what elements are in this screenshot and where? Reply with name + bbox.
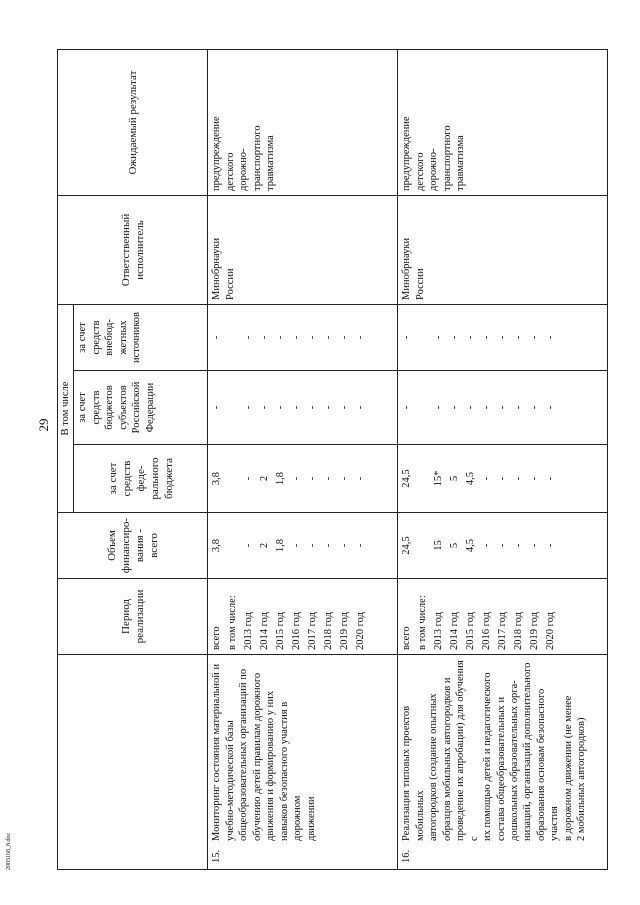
regional-value: - — [243, 405, 255, 410]
row-15-executor — [208, 196, 398, 305]
offbudget-value: - — [355, 335, 367, 340]
volume-value: - — [307, 543, 319, 548]
action-text-line: образования основам безопасного участия — [535, 688, 561, 841]
header-offbudget: за счет средств внебюд-жетных источников — [74, 305, 208, 371]
period-label: 2017 год — [497, 612, 509, 650]
regional-value — [226, 375, 242, 440]
table-row — [398, 50, 608, 870]
offbudget-value: - — [211, 335, 223, 340]
period-label: 2014 год — [449, 612, 461, 650]
rotated-sheet — [57, 50, 622, 870]
regional-value: - — [465, 405, 477, 410]
result-line: дорожно- — [238, 148, 250, 191]
federal-value — [416, 449, 432, 508]
period-label: 2013 год — [433, 612, 445, 650]
volume-value: - — [355, 543, 367, 548]
offbudget-value: - — [433, 335, 445, 340]
row-16-result — [398, 50, 608, 196]
action-text-line: учебно-методической базы — [224, 720, 236, 841]
federal-value: - — [355, 476, 367, 481]
regional-value: - — [307, 405, 319, 410]
regional-value: - — [323, 405, 335, 410]
regional-value: - — [339, 405, 351, 410]
period-label: 2018 год — [513, 612, 525, 650]
volume-value: - — [529, 543, 541, 548]
offbudget-value: - — [291, 335, 303, 340]
period-label: 2018 год — [323, 612, 335, 650]
federal-value — [226, 449, 242, 508]
offbudget-value: - — [529, 335, 541, 340]
federal-value: - — [307, 476, 319, 481]
regional-value: - — [545, 405, 557, 410]
offbudget-value: - — [339, 335, 351, 340]
executor-line: Минобрнауки — [211, 237, 223, 300]
row-16-federal — [398, 445, 608, 513]
offbudget-value: - — [243, 335, 255, 340]
header-volume: Объем финансиро-вания - всего — [58, 513, 208, 579]
action-text-line: состава общеобразовательных и — [495, 696, 507, 841]
period-label: в том числе: — [417, 595, 429, 650]
federal-value: 24,5 — [401, 469, 413, 488]
period-label: 2019 год — [529, 612, 541, 650]
offbudget-value: - — [497, 335, 509, 340]
financing-table — [57, 49, 608, 870]
federal-value: - — [529, 476, 541, 481]
offbudget-value: - — [465, 335, 477, 340]
offbudget-value: - — [513, 335, 525, 340]
period-label: 2019 год — [339, 612, 351, 650]
volume-value: 15 — [433, 540, 445, 551]
executor-line: России — [414, 268, 426, 300]
footer-document-code: 2003168_8.doc — [6, 832, 12, 870]
header-regional: за счет средств бюджетов субъектов Российской Федерации — [74, 371, 208, 445]
result-line: детского — [224, 152, 236, 191]
regional-value: - — [497, 405, 509, 410]
regional-value: - — [481, 405, 493, 410]
header-period: Период реализации — [58, 579, 208, 655]
volume-value: 2 — [259, 542, 271, 549]
result-line: предупреждение — [401, 116, 413, 191]
volume-value: - — [323, 543, 335, 548]
federal-value: - — [339, 476, 351, 481]
period-label: 2013 год — [243, 612, 255, 650]
federal-value: 15* — [433, 470, 445, 487]
regional-value: - — [259, 405, 271, 410]
regional-value: - — [513, 405, 525, 410]
action-text-line: 2 мобильных автогородков) — [576, 717, 588, 841]
action-text-line: навыков безопасного участия в дорожном — [278, 701, 304, 841]
volume-value: 4,5 — [465, 538, 477, 553]
header-executor: Ответственный исполнитель — [58, 196, 208, 305]
federal-value: - — [545, 476, 557, 481]
offbudget-value: - — [449, 335, 461, 340]
action-text-line: общеобразовательных организаций по — [238, 668, 250, 841]
regional-value: - — [355, 405, 367, 410]
period-label: 2020 год — [545, 612, 557, 650]
volume-value: - — [481, 543, 493, 548]
federal-value: - — [513, 476, 525, 481]
period-label: всего — [211, 626, 223, 650]
result-line: дорожно- — [428, 148, 440, 191]
federal-value: - — [291, 476, 303, 481]
action-text-line: обучению детей правилам дорожного — [251, 672, 263, 841]
volume-value: 5 — [449, 542, 461, 549]
regional-value: - — [433, 405, 445, 410]
federal-value: 3,8 — [211, 471, 223, 486]
offbudget-value: - — [275, 335, 287, 340]
period-label: 2015 год — [275, 612, 287, 650]
executor-line: России — [224, 268, 236, 300]
row-16-periods — [398, 579, 608, 655]
volume-value: 1,8 — [275, 538, 287, 553]
volume-value: 24,5 — [401, 536, 413, 555]
offbudget-value: - — [401, 335, 413, 340]
header-result: Ожидаемый результат — [58, 50, 208, 196]
row-16-action — [398, 655, 608, 870]
offbudget-value: - — [307, 335, 319, 340]
row-15-regional — [208, 371, 398, 445]
period-label: 2014 год — [259, 612, 271, 650]
offbudget-value — [226, 309, 242, 366]
offbudget-value: - — [481, 335, 493, 340]
volume-value: - — [545, 543, 557, 548]
period-label: всего — [401, 626, 413, 650]
period-label: 2020 год — [355, 612, 367, 650]
row-16-volume — [398, 513, 608, 579]
federal-value: - — [243, 476, 255, 481]
row-15-action — [208, 655, 398, 870]
federal-value: - — [323, 476, 335, 481]
regional-value: - — [291, 405, 303, 410]
action-text-line: движения и формированию у них — [265, 690, 277, 841]
federal-value: 2 — [259, 475, 271, 482]
result-line: детского — [414, 152, 426, 191]
row-16-regional — [398, 371, 608, 445]
action-text-line: в дорожном движении (не менее — [562, 695, 574, 841]
volume-value: - — [291, 543, 303, 548]
offbudget-value: - — [259, 335, 271, 340]
header-including: В том числе — [58, 305, 74, 513]
result-line: травматизма — [265, 135, 277, 191]
action-text-line: Мониторинг состояния материальной и — [211, 663, 223, 841]
action-text-line: низаций, организаций дополнительного — [522, 662, 534, 841]
row-number: 15. — [211, 849, 223, 863]
federal-value: 5 — [449, 475, 461, 482]
regional-value: - — [211, 405, 223, 410]
row-number: 16. — [401, 849, 413, 863]
action-text-line: их помощью детей и педагогического — [482, 672, 494, 841]
row-15-result — [208, 50, 398, 196]
federal-value: 4,5 — [465, 471, 477, 486]
federal-value: 1,8 — [275, 471, 287, 486]
offbudget-value: - — [545, 335, 557, 340]
regional-value: - — [449, 405, 461, 410]
action-text-line: образцов мобильных автогородков и — [441, 677, 453, 841]
row-15-periods — [208, 579, 398, 655]
volume-value: - — [339, 543, 351, 548]
row-15-volume — [208, 513, 398, 579]
result-line: предупреждение — [211, 116, 223, 191]
period-label: 2015 год — [465, 612, 477, 650]
offbudget-value: - — [323, 335, 335, 340]
row-16-executor — [398, 196, 608, 305]
action-text-line: Реализация типовых проектов мобильных — [401, 705, 426, 841]
volume-value: 3,8 — [211, 538, 223, 553]
period-label: 2017 год — [307, 612, 319, 650]
period-label: 2016 год — [291, 612, 303, 650]
federal-value: - — [497, 476, 509, 481]
action-text-line: движении — [305, 796, 317, 841]
offbudget-value — [416, 309, 432, 366]
row-16-offbudget — [398, 305, 608, 371]
result-line: транспортного — [251, 125, 263, 191]
regional-value: - — [401, 405, 413, 410]
result-line: транспортного — [441, 125, 453, 191]
volume-value — [226, 517, 242, 574]
regional-value: - — [275, 405, 287, 410]
period-label: 2016 год — [481, 612, 493, 650]
page-number: 29 — [36, 418, 51, 432]
header-federal: за счет средств феде-рального бюджета — [74, 445, 208, 513]
federal-value: - — [481, 476, 493, 481]
result-line: травматизма — [455, 135, 467, 191]
action-text-line: автогородков (создание опытных — [428, 693, 440, 841]
period-label: в том числе: — [227, 595, 239, 650]
table-row — [208, 50, 398, 870]
action-text-line: проведение их апробации) для обучения с — [455, 660, 480, 841]
header-action — [58, 655, 208, 870]
volume-value: - — [513, 543, 525, 548]
volume-value — [416, 517, 432, 574]
volume-value: - — [497, 543, 509, 548]
row-15-federal — [208, 445, 398, 513]
action-text-line: дошкольных образовательных орга- — [508, 680, 520, 841]
volume-value: - — [243, 543, 255, 548]
executor-line: Минобрнауки — [401, 237, 413, 300]
row-15-offbudget — [208, 305, 398, 371]
regional-value — [416, 375, 432, 440]
regional-value: - — [529, 405, 541, 410]
